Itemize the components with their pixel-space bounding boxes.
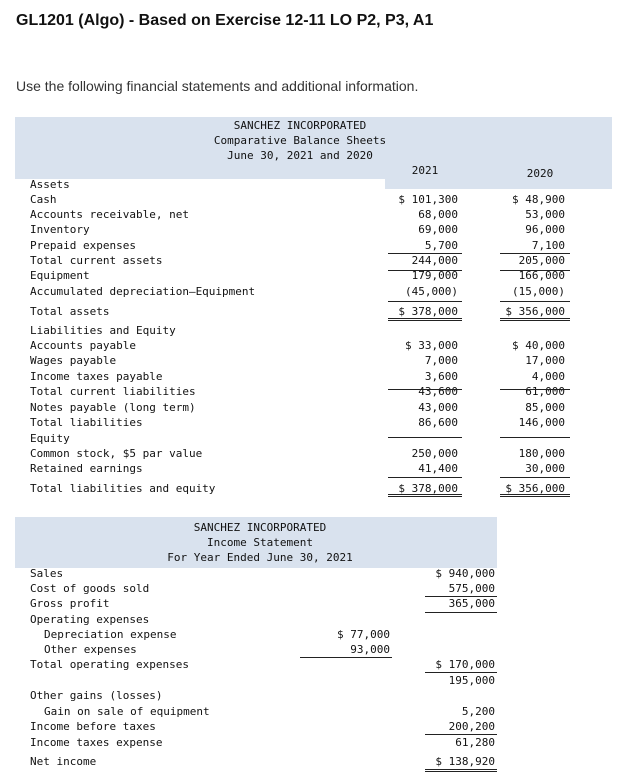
page-title: GL1201 (Algo) - Based on Exercise 12-11 LO P2, P3, A1 (16, 12, 434, 29)
bs-row-label: Liabilities and Equity (30, 324, 176, 337)
bs-value-2020: 146,000 (518, 416, 565, 429)
double-rule (425, 769, 497, 772)
double-rule (500, 318, 570, 321)
bs-row-label: Total liabilities (30, 416, 143, 429)
bs-value-2020: 166,000 (518, 269, 565, 282)
bs-row-label: Retained earnings (30, 462, 143, 475)
bs-value-2020: $ 40,000 (512, 339, 565, 352)
single-rule (500, 389, 570, 390)
bs-value-2021: 41,400 (418, 462, 458, 475)
single-rule (500, 301, 570, 302)
is-row-label: Cost of goods sold (30, 582, 150, 595)
single-rule (300, 657, 392, 658)
single-rule (425, 672, 497, 673)
is-date: For Year Ended June 30, 2021 (167, 551, 353, 564)
bs-value-2020: $ 356,000 (505, 482, 565, 495)
is-row-label: Other gains (losses) (30, 689, 163, 702)
bs-value-2021: 69,000 (418, 223, 458, 236)
single-rule (425, 596, 497, 597)
bs-value-2021: $ 33,000 (405, 339, 458, 352)
single-rule (425, 734, 497, 735)
is-row-label: Income taxes expense (30, 736, 163, 749)
bs-value-2021: 68,000 (418, 208, 458, 221)
bs-value-2020: 30,000 (525, 462, 565, 475)
bs-row-label: Accumulated depreciation—Equipment (30, 285, 256, 298)
is-row-label: Other expenses (44, 643, 137, 656)
bs-value-2021: (45,000) (405, 285, 458, 298)
bs-row-label: Income taxes payable (30, 370, 163, 383)
bs-date: June 30, 2021 and 2020 (227, 149, 373, 162)
bs-row-label: Prepaid expenses (30, 239, 136, 252)
bs-value-2020: 53,000 (525, 208, 565, 221)
bs-value-2020: 61,000 (525, 385, 565, 398)
is-value-outer: 575,000 (448, 582, 495, 595)
bs-value-2021: 5,700 (424, 239, 458, 252)
double-rule (388, 318, 462, 321)
bs-company-name: SANCHEZ INCORPORATED (233, 119, 367, 132)
is-value-outer: 5,200 (461, 705, 495, 718)
bs-value-2021: $ 378,000 (398, 305, 458, 318)
is-row-label: Net income (30, 755, 97, 768)
is-value-outer: 200,200 (448, 720, 495, 733)
bs-value-2021: 43,000 (418, 401, 458, 414)
bs-row-label: Total assets (30, 305, 110, 318)
double-rule (388, 494, 462, 497)
is-value-outer: 61,280 (455, 736, 495, 749)
bs-value-2021: 179,000 (411, 269, 458, 282)
bs-row-label: Inventory (30, 223, 90, 236)
single-rule (500, 253, 570, 254)
bs-row-label: Equipment (30, 269, 90, 282)
is-value-outer: 365,000 (448, 597, 495, 610)
bs-col-2021-header: 2021 (411, 164, 439, 177)
single-rule (388, 301, 462, 302)
is-company-name: SANCHEZ INCORPORATED (193, 521, 327, 534)
is-value-outer: $ 138,920 (435, 755, 495, 768)
single-rule (388, 477, 462, 478)
bs-statement-name: Comparative Balance Sheets (213, 134, 387, 147)
is-row-label: Gross profit (30, 597, 110, 610)
bs-row-label: Common stock, $5 par value (30, 447, 203, 460)
bs-row-label: Accounts payable (30, 339, 136, 352)
is-value-outer: $ 940,000 (435, 567, 495, 580)
bs-row-label: Cash (30, 193, 57, 206)
is-value-outer: 195,000 (448, 674, 495, 687)
bs-value-2021: 250,000 (411, 447, 458, 460)
bs-value-2020: 180,000 (518, 447, 565, 460)
bs-row-label: Notes payable (long term) (30, 401, 196, 414)
is-value-inner: 93,000 (350, 643, 390, 656)
bs-value-2021: 3,600 (424, 370, 458, 383)
bs-value-2020: $ 48,900 (512, 193, 565, 206)
bs-row-label: Total current assets (30, 254, 163, 267)
is-row-label: Income before taxes (30, 720, 156, 733)
is-row-label: Operating expenses (30, 613, 150, 626)
bs-value-2020: 4,000 (531, 370, 565, 383)
single-rule (388, 437, 462, 438)
bs-value-2021: $ 101,300 (398, 193, 458, 206)
intro-text: Use the following financial statements and additional information. (16, 78, 419, 94)
single-rule (500, 437, 570, 438)
bs-value-2020: (15,000) (512, 285, 565, 298)
balance-sheet-year-band (385, 179, 612, 189)
bs-value-2021: 86,600 (418, 416, 458, 429)
is-value-outer: $ 170,000 (435, 658, 495, 671)
is-row-label: Gain on sale of equipment (44, 705, 210, 718)
is-row-label: Sales (30, 567, 64, 580)
bs-value-2020: 96,000 (525, 223, 565, 236)
single-rule (500, 477, 570, 478)
bs-value-2020: 85,000 (525, 401, 565, 414)
single-rule (388, 270, 462, 271)
bs-row-label: Equity (30, 432, 70, 445)
bs-row-label: Wages payable (30, 354, 117, 367)
bs-value-2021: $ 378,000 (398, 482, 458, 495)
single-rule (388, 389, 462, 390)
bs-value-2020: $ 356,000 (505, 305, 565, 318)
bs-value-2021: 7,000 (424, 354, 458, 367)
bs-row-label: Total current liabilities (30, 385, 196, 398)
bs-value-2021: 43,600 (418, 385, 458, 398)
is-value-inner: $ 77,000 (337, 628, 390, 641)
double-rule (500, 494, 570, 497)
bs-row-label: Assets (30, 178, 70, 191)
is-row-label: Depreciation expense (44, 628, 177, 641)
bs-value-2020: 17,000 (525, 354, 565, 367)
bs-row-label: Total liabilities and equity (30, 482, 216, 495)
bs-value-2020: 205,000 (518, 254, 565, 267)
bs-value-2021: 244,000 (411, 254, 458, 267)
bs-row-label: Accounts receivable, net (30, 208, 189, 221)
bs-col-2020-header: 2020 (526, 167, 554, 180)
single-rule (425, 612, 497, 613)
single-rule (500, 270, 570, 271)
single-rule (388, 253, 462, 254)
is-statement-name: Income Statement (207, 536, 313, 549)
bs-value-2020: 7,100 (531, 239, 565, 252)
is-row-label: Total operating expenses (30, 658, 189, 671)
